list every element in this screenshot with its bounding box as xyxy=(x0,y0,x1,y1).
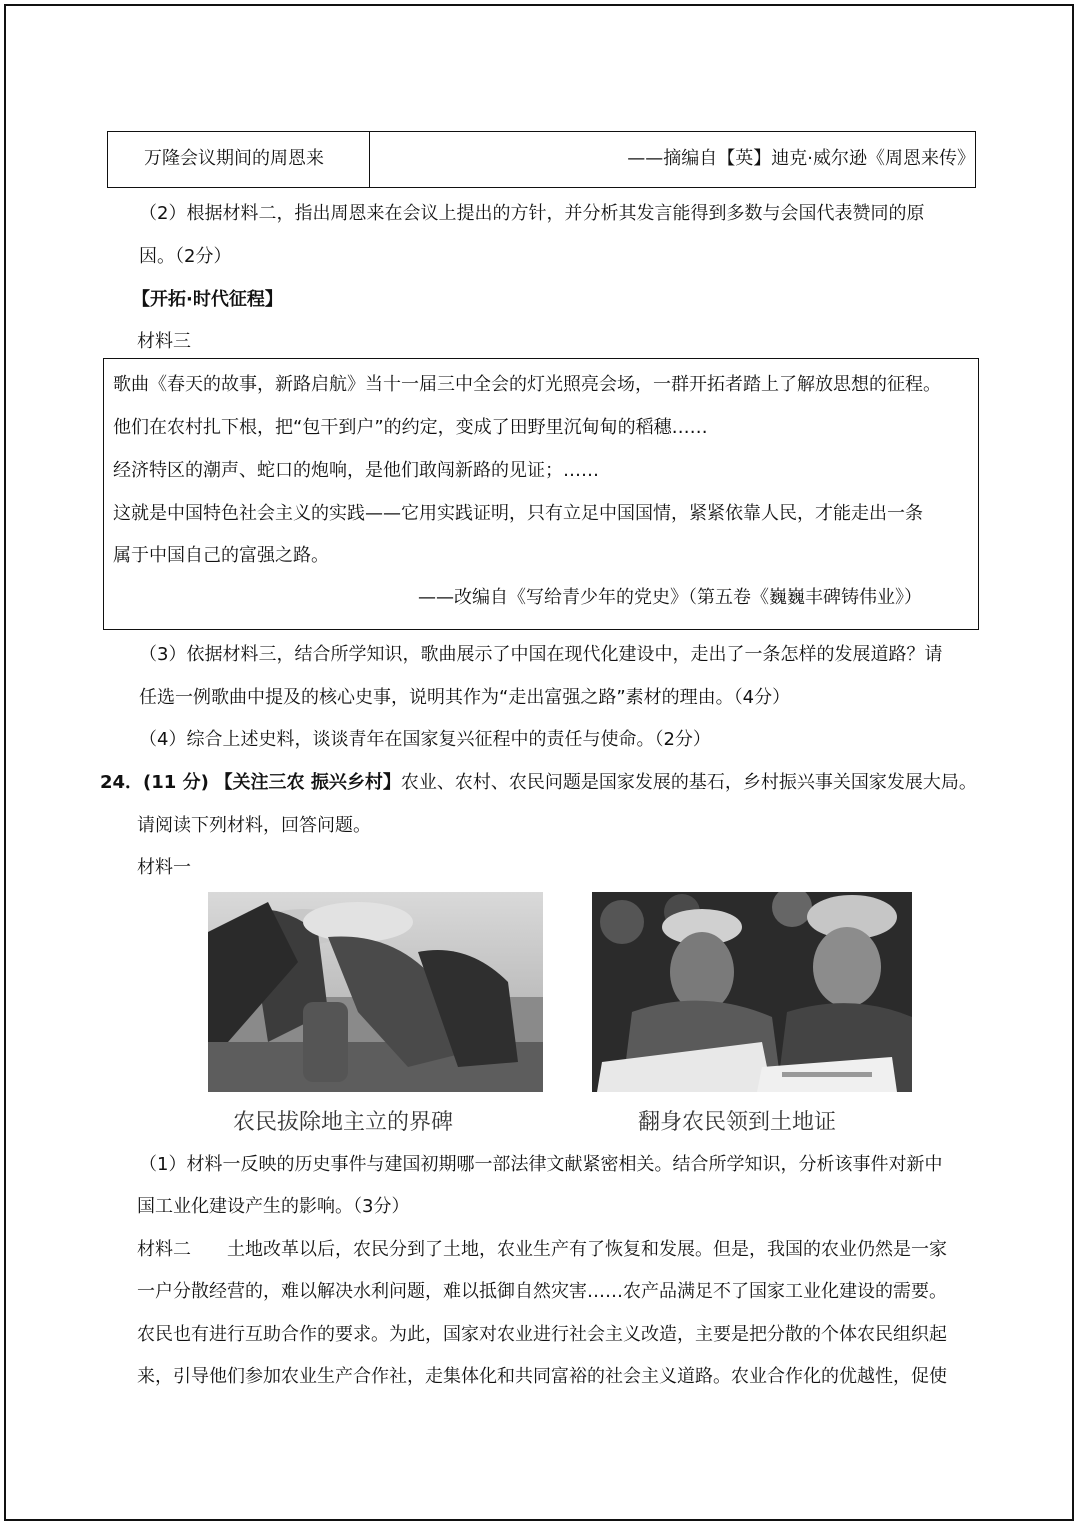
section-heading: 【开拓·时代征程】 xyxy=(132,289,283,310)
table-left-cell: 万隆会议期间的周恩来 xyxy=(108,132,370,187)
q24-line2: 请阅读下列材料，回答问题。 xyxy=(137,815,371,836)
material3-label: 材料三 xyxy=(137,331,191,352)
q2-line1: （2）根据材料二，指出周恩来在会议上提出的方针，并分析其发言能得到多数与会国代表赞同的原 xyxy=(139,203,925,224)
material3-line: 这就是中国特色社会主义的实践——它用实践证明，只有立足中国国情，紧紧依靠人民，才能走出一条 xyxy=(113,503,923,524)
sub1-line1: （1）材料一反映的历史事件与建国初期哪一部法律文献紧密相关。结合所学知识，分析该事件对新中 xyxy=(139,1154,943,1175)
photo2-caption: 翻身农民领到土地证 xyxy=(638,1110,837,1135)
q24-tag: 【关注三农 振兴乡村】 xyxy=(214,772,401,793)
photo-farmers-receiving-land-certificate xyxy=(592,892,912,1092)
photo-farmers-removing-boundary-stone xyxy=(208,892,543,1092)
caption-table xyxy=(107,131,976,188)
material3-line: 属于中国自己的富强之路。 xyxy=(113,545,329,566)
material3-source: ——改编自《写给青少年的党史》（第五卷《巍巍丰碑铸伟业》） xyxy=(418,587,922,608)
material2-line: 来，引导他们参加农业生产合作社，走集体化和共同富裕的社会主义道路。农业合作化的优越性，促使 xyxy=(137,1366,947,1387)
material3-box xyxy=(103,358,979,630)
q24-number: 24．(11 分) xyxy=(100,772,209,793)
q3-line2: 任选一例歌曲中提及的核心史事，说明其作为“走出富强之路”素材的理由。（4分） xyxy=(139,687,791,708)
material3-line: 他们在农村扎下根，把“包干到户”的约定，变成了田野里沉甸甸的稻穗…… xyxy=(113,417,708,438)
table-right-cell: ——摘编自【英】迪克·威尔逊《周恩来传》 xyxy=(627,148,975,169)
material3-line: 歌曲《春天的故事，新路启航》当十一届三中全会的灯光照亮会场，一群开拓者踏上了解放思想的征程。 xyxy=(113,374,941,395)
q4-line: （4）综合上述史料，谈谈青年在国家复兴征程中的责任与使命。（2分） xyxy=(139,729,711,750)
q24-intro: 农业、农村、农民问题是国家发展的基石，乡村振兴事关国家发展大局。 xyxy=(400,772,977,793)
material1-label: 材料一 xyxy=(137,857,191,878)
material2-line: 农民也有进行互助合作的要求。为此，国家对农业进行社会主义改造，主要是把分散的个体农民组织起 xyxy=(137,1324,947,1345)
q2-line2: 因。（2分） xyxy=(139,246,232,267)
photo1-caption: 农民拔除地主立的界碑 xyxy=(233,1110,454,1135)
q3-line1: （3）依据材料三，结合所学知识，歌曲展示了中国在现代化建设中，走出了一条怎样的发展道路？请 xyxy=(139,644,943,665)
material3-line: 经济特区的潮声、蛇口的炮响，是他们敢闯新路的见证；…… xyxy=(113,460,599,481)
material2-line: 一户分散经营的，难以解决水利问题，难以抵御自然灾害……农产品满足不了国家工业化建设的需要。 xyxy=(137,1281,947,1302)
material2-line: 材料二 土地改革以后，农民分到了土地，农业生产有了恢复和发展。但是，我国的农业仍然是一家 xyxy=(137,1239,947,1260)
q24-line1 xyxy=(100,768,977,794)
sub1-line2: 国工业化建设产生的影响。（3分） xyxy=(137,1196,410,1217)
